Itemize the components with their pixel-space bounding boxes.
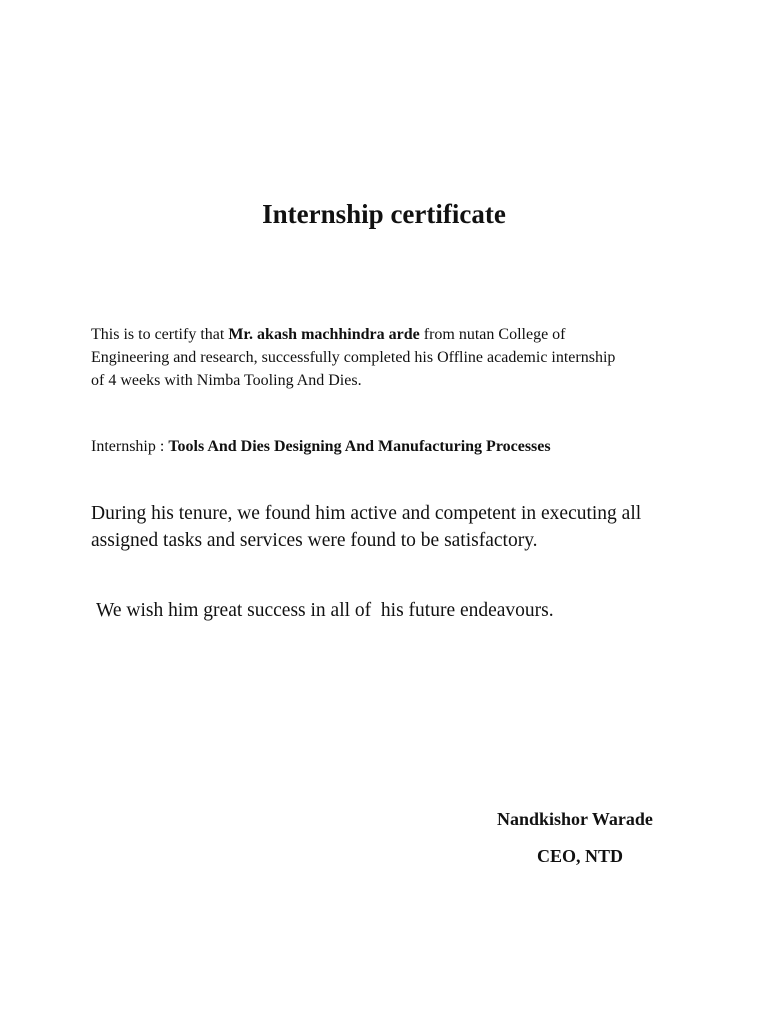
internship-label: Internship : — [91, 438, 169, 455]
certification-line-1 — [91, 323, 691, 346]
internship-topic — [91, 435, 731, 458]
intern-name: Mr. akash machhindra arde — [228, 326, 420, 343]
certify-prefix: This is to certify that — [91, 326, 229, 343]
internship-value: Tools And Dies Designing And Manufacturing Processes — [168, 438, 551, 455]
certify-college-fragment: from nutan College of — [419, 326, 566, 343]
certification-line-2: Engineering and research, successfully completed his Offline academic internship — [91, 349, 616, 366]
certificate-title: Internship certificate — [262, 199, 506, 229]
certification-paragraph — [91, 323, 691, 392]
tenure-line-2: assigned tasks and services were found to be satisfactory. — [91, 530, 538, 551]
tenure-line-1: During his tenure, we found him active and competent in executing all — [91, 503, 642, 524]
tenure-paragraph — [91, 500, 711, 554]
wish-paragraph: We wish him great success in all of his future endeavours. — [96, 600, 554, 621]
certification-line-3: of 4 weeks with Nimba Tooling And Dies. — [91, 372, 362, 389]
signatory-role: CEO, NTD — [537, 846, 624, 866]
signatory-name: Nandkishor Warade — [497, 809, 653, 829]
